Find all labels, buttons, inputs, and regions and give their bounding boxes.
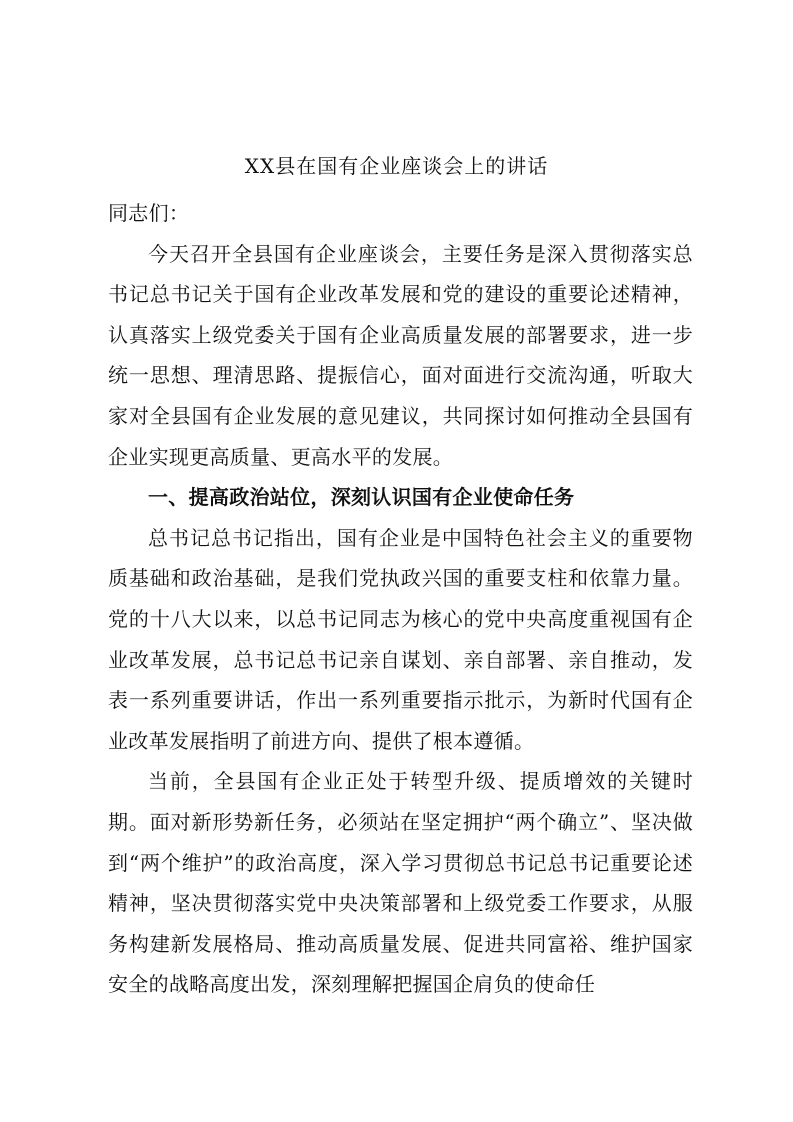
section-paragraph-1: 总书记总书记指出，国有企业是中国特色社会主义的重要物质基础和政治基础，是我们党执政兴国的重要支柱和依靠力量。党的十八大以来，以总书记同志为核心的党中央高度重视国有企业改革发展，总书记总书记亲自谋划、亲自部署、亲自推动，发表一系列重要讲话，作出一系列重要指示批示，为新时代国有企业改革发展指明了前进方向、提供了根本遵循。 <box>108 525 693 753</box>
document-title: XX县在国有企业座谈会上的讲话 <box>244 154 549 178</box>
section-heading: 一、提高政治站位，深刻认识国有企业使命任务 <box>148 485 575 510</box>
intro-paragraph: 今天召开全县国有企业座谈会，主要任务是深入贯彻落实总书记总书记关于国有企业改革发展和党的建设的重要论述精神，认真落实上级党委关于国有企业高质量发展的部署要求，进一步统一思想、理清思路、提振信心，面对面进行交流沟通，听取大家对全县国有企业发展的意见建议，共同探讨如何推动全县国有企业实现更高质量、更高水平的发展。 <box>108 241 693 469</box>
salutation: 同志们： <box>108 201 190 225</box>
document-body <box>108 193 693 1005</box>
section-paragraph-2: 当前，全县国有企业正处于转型升级、提质增效的关键时期。面对新形势新任务，必须站在坚定拥护“两个确立”、坚决做到“两个维护”的政治高度，深入学习贯彻总书记总书记重要论述精神，坚决贯彻落实党中央决策部署和上级党委工作要求，从服务构建新发展格局、推动高质量发展、促进共同富裕、维护国家安全的战略高度出发，深刻理解把握国企肩负的使命任 <box>108 769 693 997</box>
